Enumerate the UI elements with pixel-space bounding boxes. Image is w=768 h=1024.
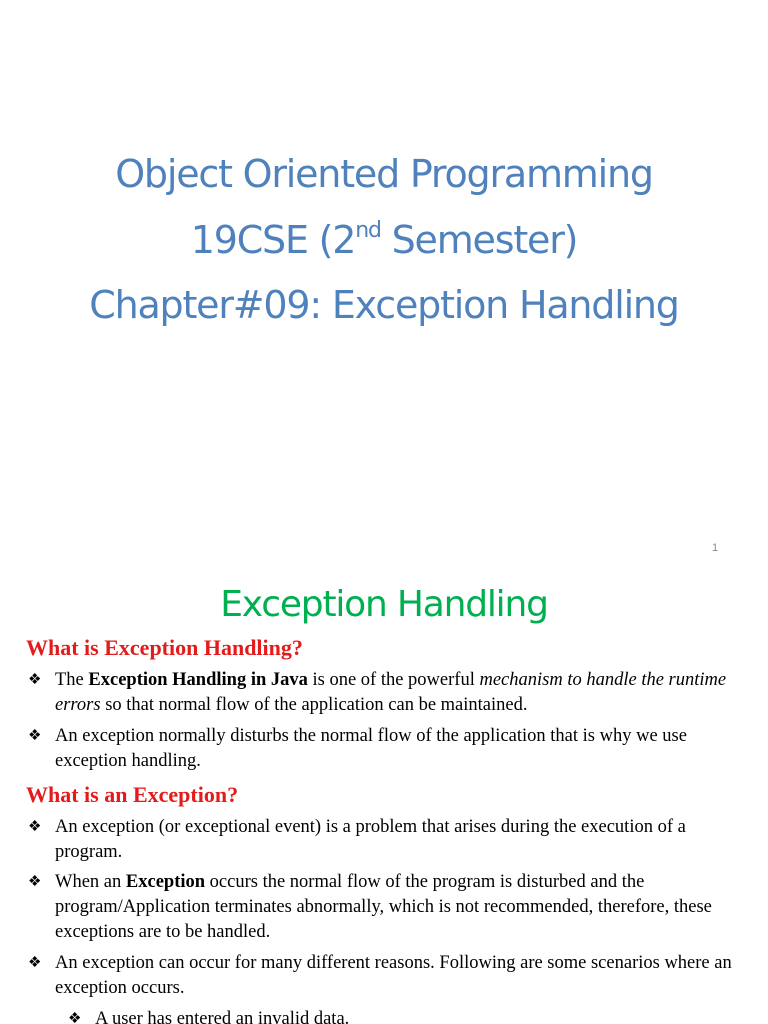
section-heading-exception-handling: What is Exception Handling? <box>26 635 303 660</box>
bullet-item <box>28 870 748 945</box>
section-heading-what-is-exception: What is an Exception? <box>26 782 239 807</box>
bullet-text: A user has entered an invalid data. <box>95 1009 350 1024</box>
diamond-bullet-icon: ❖ <box>28 874 42 890</box>
bullet-text: When an Exception occurs the normal flow of the program is disturbed and the program/Application terminates abnormally, which is not recommended, therefore, these exceptions are to be handled. <box>55 872 712 942</box>
bullet-item <box>28 951 748 1001</box>
diamond-bullet-icon: ❖ <box>28 819 42 835</box>
sub-bullet-item <box>68 1007 768 1024</box>
bullet-text: An exception normally disturbs the normal flow of the application that is why we use exception handling. <box>55 726 687 771</box>
semester-title-suffix: Semester) <box>380 218 578 262</box>
bullet-item <box>28 815 748 865</box>
course-title: Object Oriented Programming <box>115 152 653 196</box>
semester-ordinal-suffix: nd <box>355 218 381 243</box>
bullet-text: An exception (or exceptional event) is a problem that arises during the execution of a program. <box>55 817 686 862</box>
slide-number: 1 <box>712 542 719 554</box>
slide-title: Exception Handling <box>220 584 548 625</box>
semester-title-prefix: 19CSE (2 <box>190 218 356 262</box>
chapter-title: Chapter#09: Exception Handling <box>89 283 679 327</box>
bullet-item <box>28 724 748 774</box>
diamond-bullet-icon: ❖ <box>28 955 42 971</box>
diamond-bullet-icon: ❖ <box>28 672 42 688</box>
semester-title <box>0 218 768 262</box>
diamond-bullet-icon: ❖ <box>68 1011 82 1024</box>
slide-2 <box>0 576 768 1024</box>
bullet-item <box>28 668 748 718</box>
bullet-text: An exception can occur for many different reasons. Following are some scenarios where an exception occurs. <box>55 953 732 998</box>
diamond-bullet-icon: ❖ <box>28 728 42 744</box>
bullet-text: The Exception Handling in Java is one of the powerful mechanism to handle the runtime errors so that normal flow of the application can be maintained. <box>55 670 727 715</box>
